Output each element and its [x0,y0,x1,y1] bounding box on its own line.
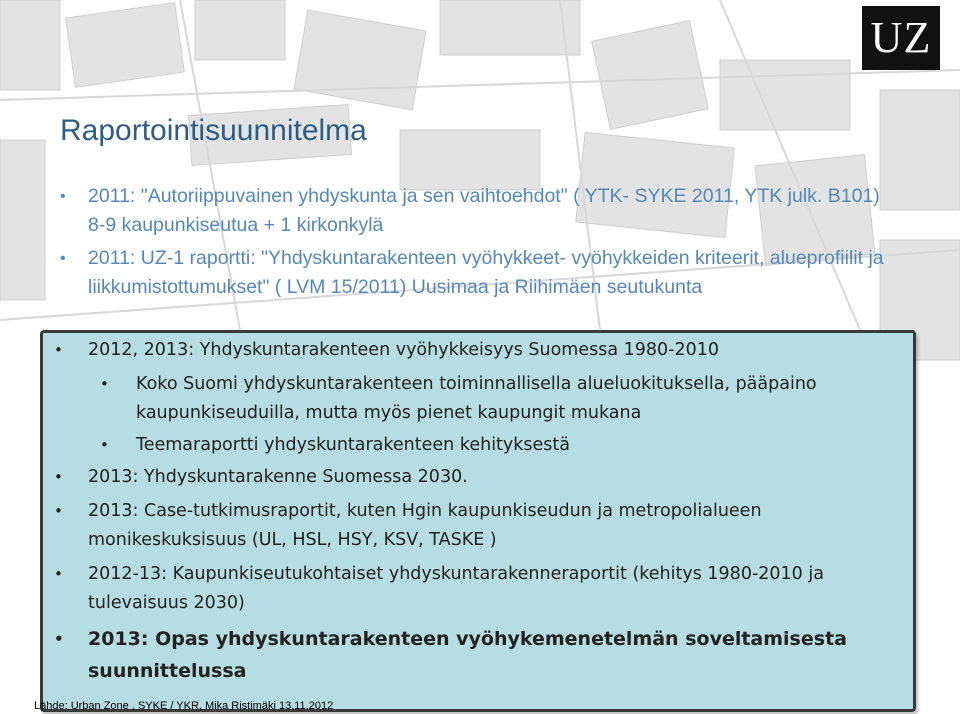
list-item: • 2011: UZ-1 raportti: "Yhdyskuntarakenteen vyöhykkeet- vyöhykkeiden kriteerit, alueprofiilit ja liikkumistottumukset" ( LVM 15/2011) Uusimaa ja Riihimäen seutukunta [60,244,890,302]
list-item: • 2011: "Autoriippuvainen yhdyskunta ja sen vaihtoehdot" ( YTK- SYKE 2011, YTK julk. B101) 8-9 kaupunkiseutua + 1 kirkonkylä [60,182,890,240]
list-item: • 2013: Yhdyskuntarakenne Suomessa 2030. [48,463,878,492]
list-item: • Teemaraportti yhdyskuntarakenteen kehityksestä [48,431,878,460]
list-item: • 2012-13: Kaupunkiseutukohtaiset yhdyskuntarakenneraportit (kehitys 1980-2010 ja tulevaisuus 2030) [48,560,878,618]
list-item: • 2013: Case-tutkimusraportit, kuten Hgin kaupunkiseudun ja metropolialueen monikeskuksisuus (UL, HSL, HSY, KSV, TASKE ) [48,497,878,555]
list-item: • Koko Suomi yhdyskuntarakenteen toiminnallisella alueluokituksella, pääpaino kaupunkiseuduilla, mutta myös pienet kaupungit mukana [48,370,878,428]
list-item: • 2012, 2013: Yhdyskuntarakenteen vyöhykkeisyys Suomessa 1980-2010 [48,336,878,365]
list-item: • 2013: Opas yhdyskuntarakenteen vyöhykemenetelmän soveltamisesta suunnittelussa [48,623,878,687]
slide-title: Raportointisuunnitelma [60,114,367,147]
top-bullet-list [60,182,890,306]
source-note: Lähde: Urban Zone , SYKE / YKR, Mika Ristimäki 13.11.2012 [34,700,334,712]
uz-logo: UZ [862,6,940,70]
box-bullet-list [48,336,878,692]
